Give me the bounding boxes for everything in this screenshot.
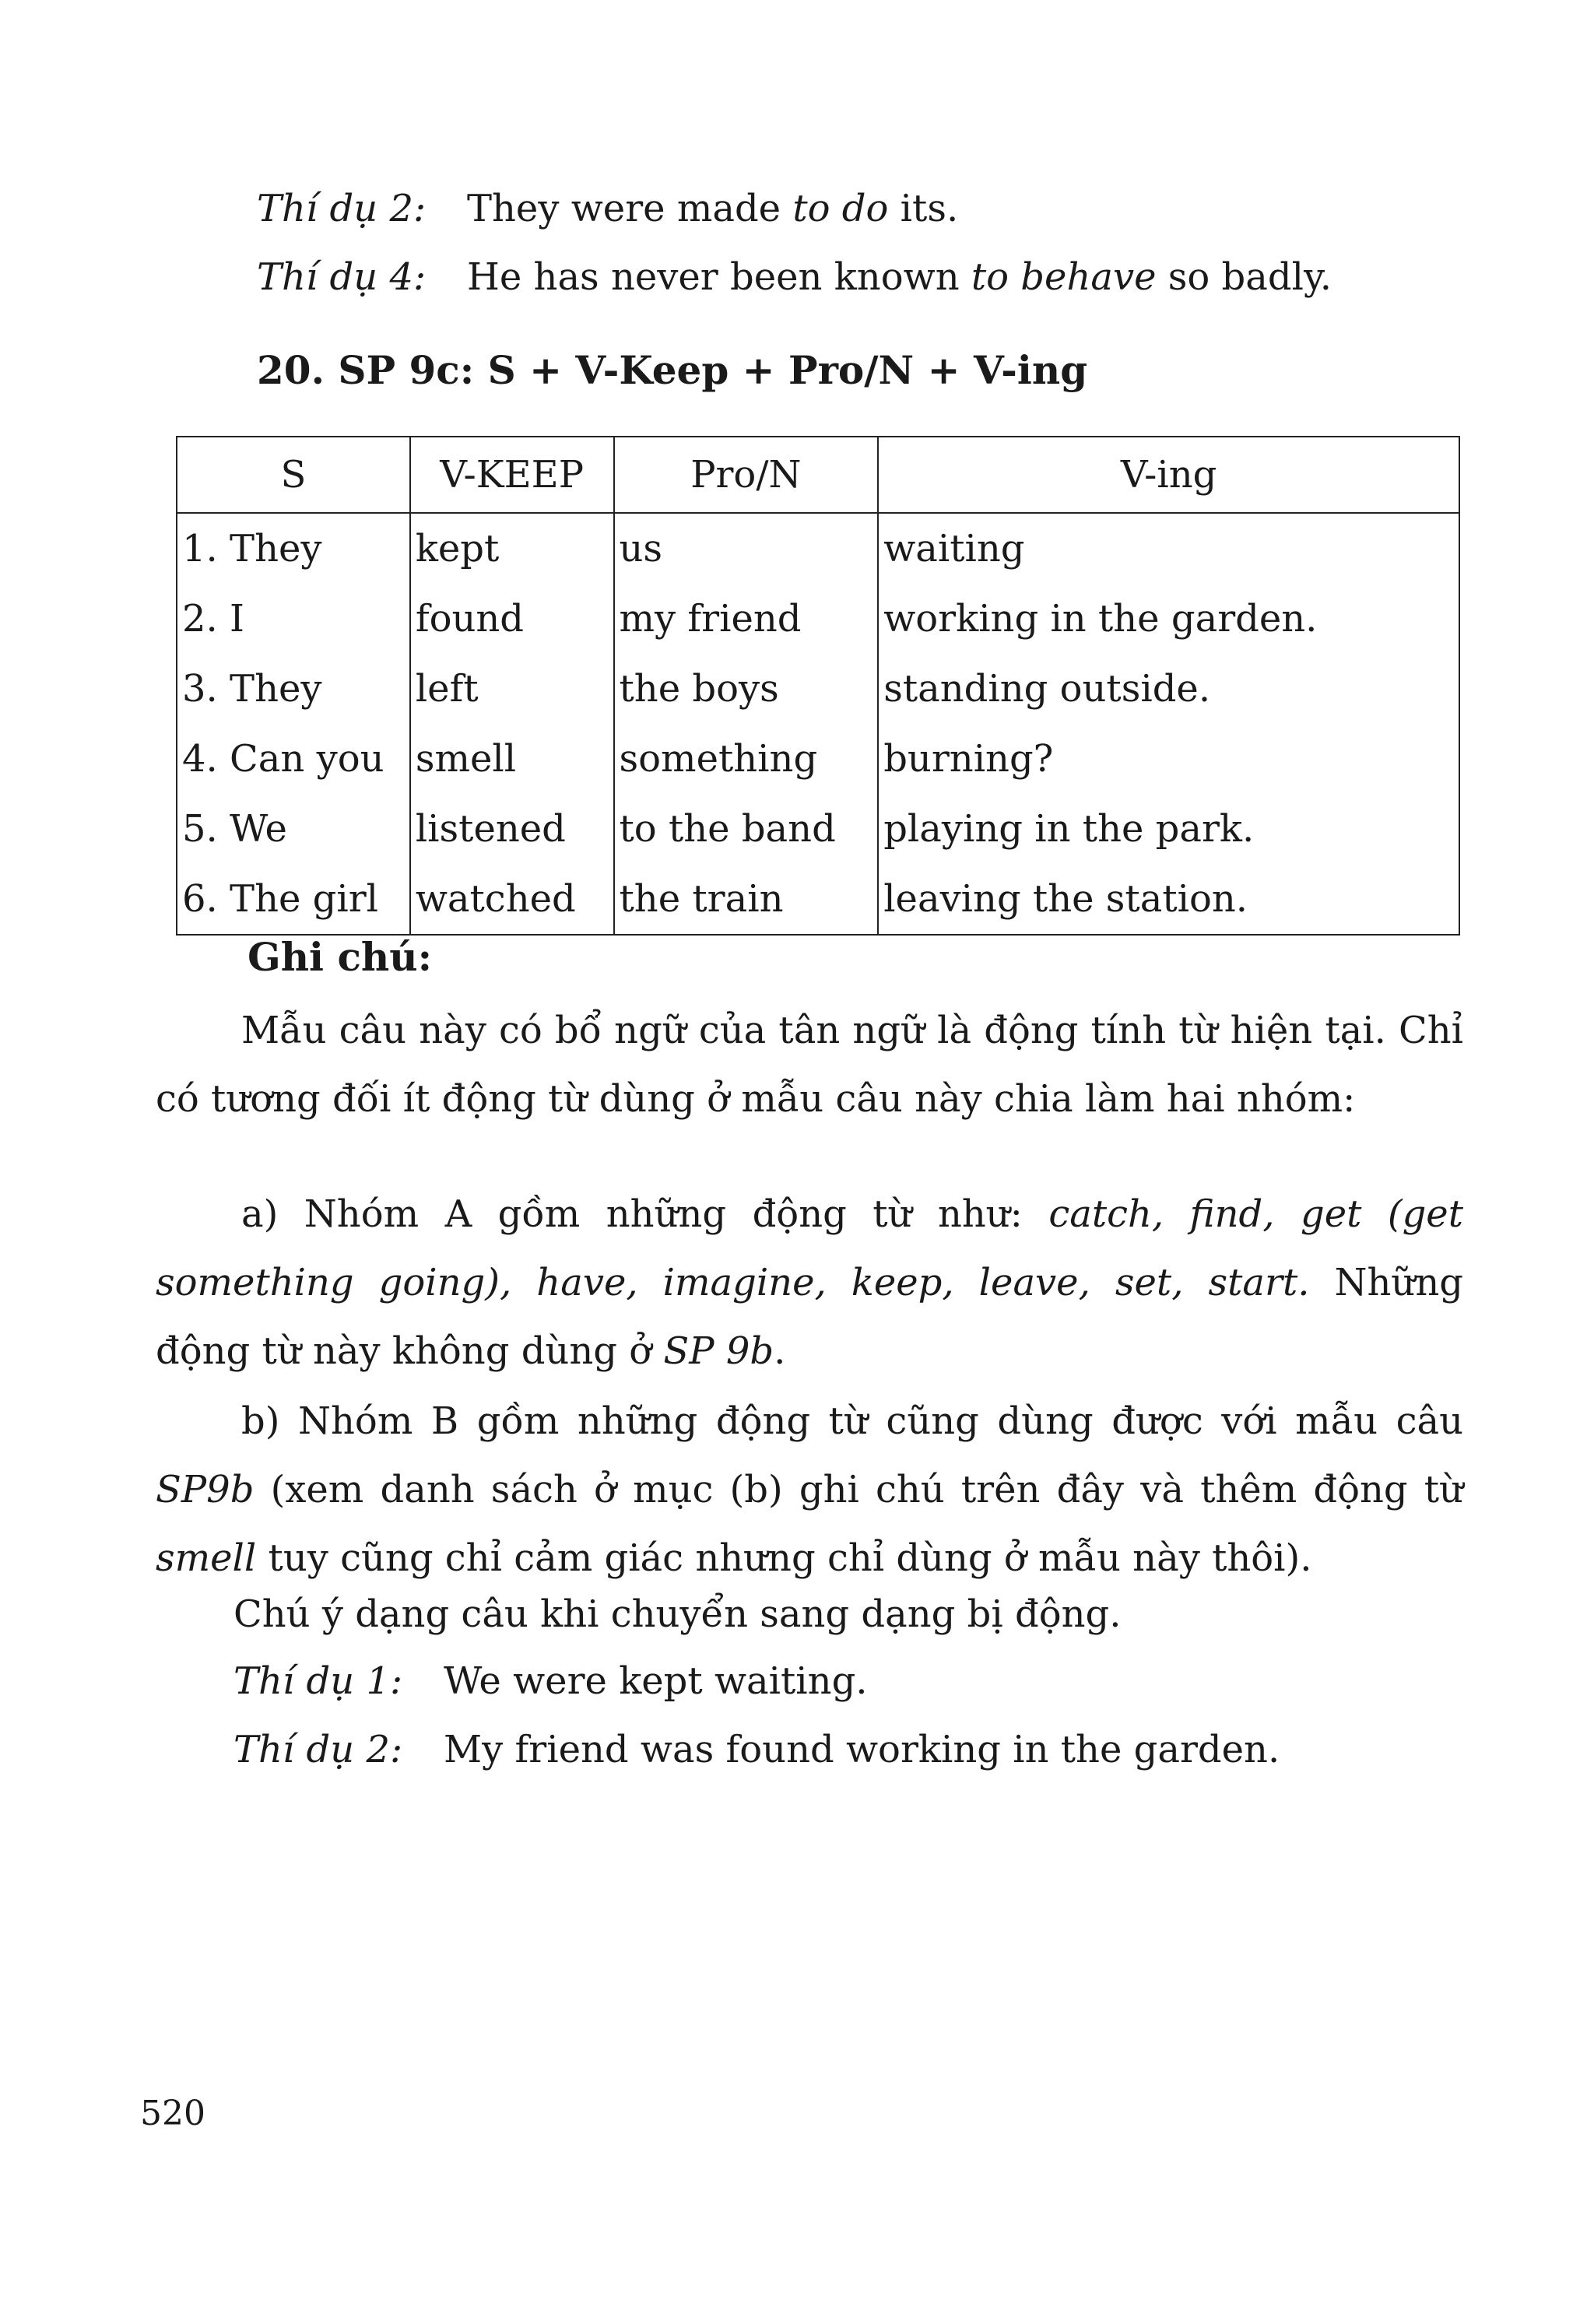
example-line [257, 185, 958, 232]
table-cell: us [614, 513, 879, 584]
group-b-paragraph [156, 1387, 1463, 1592]
notes-title: Ghi chú: [248, 934, 433, 980]
example-italic: to behave [971, 255, 1157, 299]
notes-paragraph: Mẫu câu này có bổ ngữ của tân ngữ là động tính từ hiện tại. Chỉ có tương đối ít động từ dùng ở mẫu câu này chia làm hai nhóm: [156, 1009, 1463, 1121]
table-cell: left [410, 654, 614, 724]
example-line [257, 254, 1332, 300]
table-header: V-KEEP [410, 437, 614, 513]
group-b-ref: SP9b [156, 1468, 255, 1511]
table-cell: kept [410, 513, 614, 584]
table-cell: standing outside. [878, 654, 1459, 724]
table-cell: playing in the park. [878, 794, 1459, 864]
table-header: V-ing [878, 437, 1459, 513]
example-line [233, 1726, 1280, 1773]
table-cell: my friend [614, 584, 879, 654]
group-a-middle: Những động từ này không dùng ở [156, 1261, 1463, 1373]
table-cell: working in the garden. [878, 584, 1459, 654]
table-cell: listened [410, 794, 614, 864]
table-cell: 6. The girl [177, 864, 410, 935]
group-a-verbs: catch, find, get (get something going), have, imagine, keep, leave, set, start. [156, 1192, 1463, 1304]
example-text: We were kept waiting. [444, 1659, 868, 1703]
group-a-prefix: a) Nhóm A gồm những động từ như: [241, 1192, 1049, 1236]
table-row [177, 724, 1459, 794]
table-cell: waiting [878, 513, 1459, 584]
example-label: Thí dụ 2: [257, 187, 427, 230]
table-row [177, 794, 1459, 864]
table-cell: something [614, 724, 879, 794]
example-label: Thí dụ 1: [233, 1659, 403, 1703]
example-label: Thí dụ 2: [233, 1728, 403, 1771]
table-cell: to the band [614, 794, 879, 864]
group-a-paragraph [156, 1180, 1463, 1385]
table-header: S [177, 437, 410, 513]
group-b-end: tuy cũng chỉ cảm giác nhưng chỉ dùng ở mẫu này thôi). [256, 1536, 1312, 1580]
table-cell: found [410, 584, 614, 654]
example-line [233, 1658, 868, 1704]
table-cell: 5. We [177, 794, 410, 864]
group-b-verb: smell [156, 1536, 257, 1580]
table-cell: 2. I [177, 584, 410, 654]
table-row [177, 654, 1459, 724]
example-text: its. [888, 187, 959, 230]
table-cell: 4. Can you [177, 724, 410, 794]
table-cell: watched [410, 864, 614, 935]
table-cell: 1. They [177, 513, 410, 584]
table-row [177, 513, 1459, 584]
group-a-ref: SP 9b [663, 1329, 774, 1373]
table-cell: the train [614, 864, 879, 935]
table-cell: the boys [614, 654, 879, 724]
table-cell: 3. They [177, 654, 410, 724]
page-number: 520 [140, 2094, 205, 2133]
table-header: Pro/N [614, 437, 879, 513]
table-cell: smell [410, 724, 614, 794]
passive-note: Chú ý dạng câu khi chuyển sang dạng bị động. [233, 1592, 1122, 1636]
example-label: Thí dụ 4: [257, 255, 427, 299]
table-header-row [177, 437, 1459, 513]
example-text: They were made [467, 187, 793, 230]
group-a-end: . [774, 1329, 786, 1373]
section-heading: 20. SP 9c: S + V-Keep + Pro/N + V-ing [257, 347, 1088, 393]
example-text: My friend was found working in the garden. [444, 1728, 1280, 1771]
group-b-prefix: b) Nhóm B gồm những động từ cũng dùng được với mẫu câu [241, 1399, 1463, 1443]
example-italic: to do [792, 187, 889, 230]
table-row [177, 584, 1459, 654]
example-text: He has never been known [467, 255, 971, 299]
pattern-table [176, 436, 1460, 936]
table-cell: burning? [878, 724, 1459, 794]
example-text: so badly. [1156, 255, 1332, 299]
table-cell: leaving the station. [878, 864, 1459, 935]
table-row [177, 864, 1459, 935]
group-b-middle: (xem danh sách ở mục (b) ghi chú trên đây và thêm động từ [254, 1468, 1463, 1511]
